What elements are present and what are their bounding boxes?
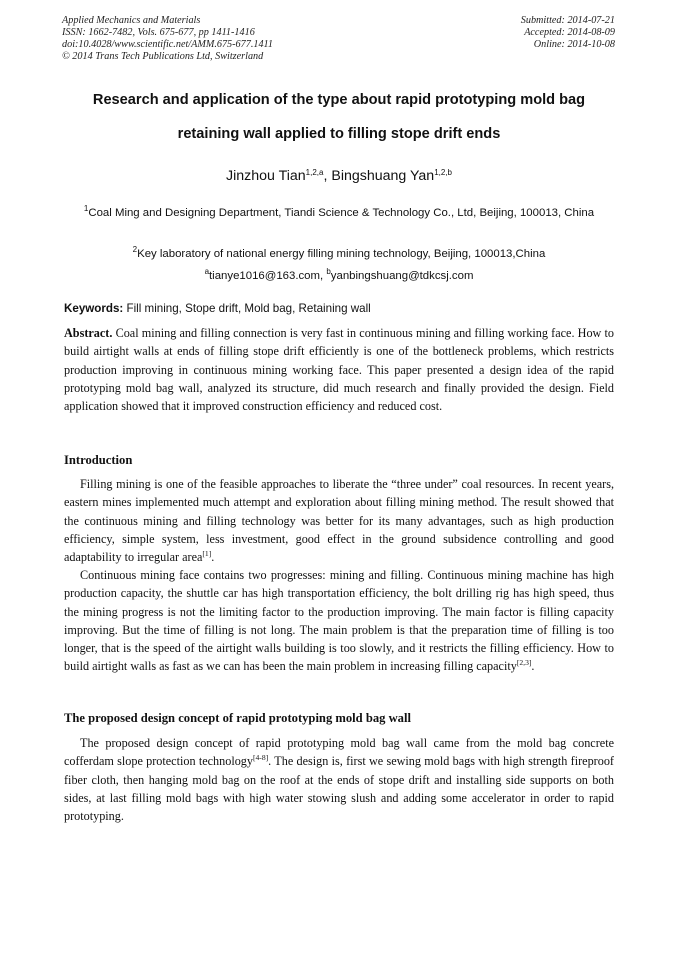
author-separator: ,	[323, 168, 332, 184]
submitted-date: Submitted: 2014-07-21	[520, 15, 615, 26]
journal-name: Applied Mechanics and Materials	[62, 15, 201, 26]
design-paragraph-1	[64, 734, 614, 825]
paper-title-line-2: retaining wall applied to filling stope drift ends	[177, 126, 501, 142]
keywords	[64, 302, 614, 315]
doi-line: doi:10.4028/www.scientific.net/AMM.675-677.1411	[62, 39, 273, 50]
abstract-label: Abstract.	[64, 326, 113, 340]
journal-info	[62, 15, 273, 63]
intro-p1-end: .	[211, 550, 215, 564]
author-list	[0, 168, 678, 184]
affiliation-2	[66, 244, 612, 264]
intro-paragraph-1	[64, 475, 614, 566]
paper-title-line-1: Research and application of the type about rapid prototyping mold bag	[92, 92, 586, 108]
intro-p1-text: Filling mining is one of the feasible approaches to liberate the “three under” coal resources. In recent years, eastern mines implemented much attempt and exploration about filling mining method. The result showed that the continuous mining and filling technology was better for its many advantages, such as high production efficiency, simple system, less investment, good effect in the ground subsidence controlling and good adaptability to irregular area	[64, 477, 614, 564]
author-2-name: Bingshuang Yan	[331, 168, 435, 184]
email-a-mark: a	[204, 267, 210, 276]
design-p1-text: The proposed design concept of rapid prototyping mold bag wall came from the mold bag concrete cofferdam slope protection technology	[64, 736, 614, 769]
keywords-text: Fill mining, Stope drift, Mold bag, Retaining wall	[123, 302, 371, 315]
keywords-label: Keywords:	[64, 302, 124, 315]
author-1-affil: 1,2,a	[305, 168, 324, 177]
introduction-heading: Introduction	[64, 453, 133, 467]
accepted-date: Accepted: 2014-08-09	[524, 27, 615, 38]
affiliation-2-text: Key laboratory of national energy filling mining technology, Beijing, 100013,China	[137, 248, 546, 260]
citation-1: [1]	[202, 549, 212, 558]
copyright-line: © 2014 Trans Tech Publications Ltd, Switzerland	[62, 51, 264, 62]
citation-4-8: [4-8]	[252, 753, 269, 763]
intro-paragraph-2	[64, 566, 614, 676]
email-b[interactable]: yanbingshuang@tdkcsj.com	[330, 270, 474, 282]
author-2-affil: 1,2,b	[434, 168, 452, 177]
issn-line: ISSN: 1662-7482, Vols. 675-677, pp 1411-1416	[62, 27, 255, 38]
design-p1-rest: . The design is, first we sewing mold bags with high strength fireproof fiber cloth, then hanging mold bag on the roof at the ends of stope drift and installing side supports on both sides, at last filling mold bags with high water stowing slush and adding some accelerator in order to rapid prototyping.	[64, 754, 614, 823]
author-1-name: Jinzhou Tian	[226, 168, 306, 184]
email-a[interactable]: tianye1016@163.com,	[209, 270, 327, 282]
affiliation-1	[66, 203, 612, 223]
online-date: Online: 2014-10-08	[533, 39, 615, 50]
author-emails	[0, 267, 678, 282]
intro-p2-text: Continuous mining face contains two progresses: mining and filling. Continuous mining machine has high production capacity, the shuttle car has high transportation efficiency, the bolt drilling rig has high speed, thus the mining progress is not the limiting factor to the production improving. The main factor is filling capacity improving. But the time of filling is not long. The main problem is that the preparation time of filling is too longer, that is the speed of the airtight walls building is too slowly, and it restricts the filling efficiency. How to build airtight walls as fast as we can has been the main problem in increasing filling capacity	[64, 568, 614, 674]
affiliation-1-text: Coal Ming and Designing Department, Tiandi Science & Technology Co., Ltd, Beijing, 100013, China	[88, 207, 595, 219]
abstract	[64, 324, 614, 415]
dates-info	[521, 15, 615, 51]
design-concept-heading: The proposed design concept of rapid prototyping mold bag wall	[64, 711, 411, 725]
email-b-mark: b	[326, 267, 331, 276]
affiliation-2-num: 2	[132, 245, 138, 254]
affiliation-1-num: 1	[83, 204, 89, 213]
citation-2-3: [2,3]	[516, 658, 532, 668]
intro-p2-end: .	[531, 659, 535, 674]
abstract-text: Coal mining and filling connection is very fast in continuous mining and filling working face. How to build airtight walls at ends of filling stope drift efficiently is one of the bottleneck problems, which restricts production improving in continuous mining working face. This paper presented a design idea of the rapid prototyping mold bag wall, analyzed its structure, did much research and finally provided the design. Field application showed that it improved construction efficiency and reduced cost.	[64, 326, 614, 413]
